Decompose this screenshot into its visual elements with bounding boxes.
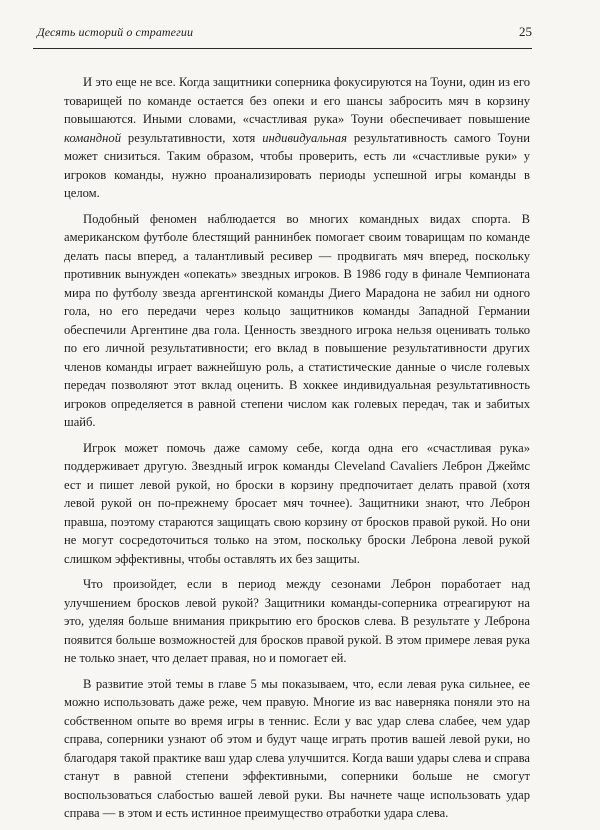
page-header [33,18,532,49]
body-text [64,73,530,830]
paragraph-2: Подобный феномен наблюдается во многих командных видах спорта. В американском футболе блестящий раннинбек помогает своим товарищам по команде делать пасы вперед, а талантливый ресивер — продвигать мяч вперед, поскольку противник вынужден «опекать» звездных игроков. В 1986 году в финале Чемпионата мира по футболу звезда аргентинской команды Диего Марадона не забил ни одного гола, но его передачи через кольцо защитников команды Западной Германии обеспечили Аргентине два гола. Ценность звездного игрока нельзя оценивать только по его личной результативности; его вклад в повышение результативности других членов команды играет важнейшую роль, а статистические данные о числе голевых передач позволяют этот вклад оценить. В хоккее индивидуальная результативность игроков определяется в равной степени числом как голевых передач, так и забитых шайб. [64,211,530,429]
emphasis-individual: индивидуальная [262,130,347,145]
paragraph-1 [64,73,530,203]
paragraph-1-part-2: результативности, хотя [121,130,263,145]
paragraph-3: Игрок может помочь даже самому себе, когда одна его «счастливая рука» поддерживает другую. Звездный игрок команды Cleveland Cavaliers Леброн Джеймс ест и пишет левой рукой, но броски в корзину предпочитает делать правой (хотя левой рукой он по-прежнему бросает мяч точнее). Защитники знают, что Леброн правша, поэтому стараются защищать свою корзину от бросков правой рукой. Но они не могут сосредоточиться только на этом, поскольку броски Леброна левой рукой слишком эффективны, чтобы оставлять их без защиты. [64,440,530,566]
emphasis-team: командной [64,130,122,145]
running-title: Десять историй о стратегии [37,25,194,39]
page-number: 25 [519,24,532,39]
paragraph-5: В развитие этой темы в главе 5 мы показываем, что, если левая рука сильнее, ее можно использовать даже реже, чем правую. Многие из вас наверняка поняли это на собственном опыте во время игры в теннис. Если у вас удар слева слабее, чем удар справа, соперники узнают об этом и будут чаще играть против вашей левой руки, но благодаря такой практике ваш удар слева улучшится. Когда ваши удары слева и справа станут в равной степени эффективными, соперники больше не смогут воспользоваться слабостью вашей левой руки. Вы начнете чаще использовать удар справа — в этом и есть истинное преимущество отработки удара слева. [64,676,530,820]
paragraph-1-part-3: результативность самого Тоуни может снизиться. Таким образом, чтобы проверить, есть ли «счастливые руки» у игроков команды, нужно проанализировать периоды успешной игры команды в целом. [64,130,530,200]
paragraph-1-part-1: И это еще не все. Когда защитники соперника фокусируются на Тоуни, один из его товарищей по команде остается без опеки и его шансы забросить мяч в корзину повышаются. Иными словами, «счастливая рука» Тоуни обеспечивает повышение [64,75,530,126]
paragraph-4: Что произойдет, если в период между сезонами Леброн поработает над улучшением бросков левой рукой? Защитники команды-соперника отреагируют на это, уделяя больше внимания прикрытию его бросков слева. В результате у Леброна появится больше возможностей для бросков правой рукой. В этом примере левая рука не только знает, что делает правая, но и помогает ей. [64,577,530,665]
